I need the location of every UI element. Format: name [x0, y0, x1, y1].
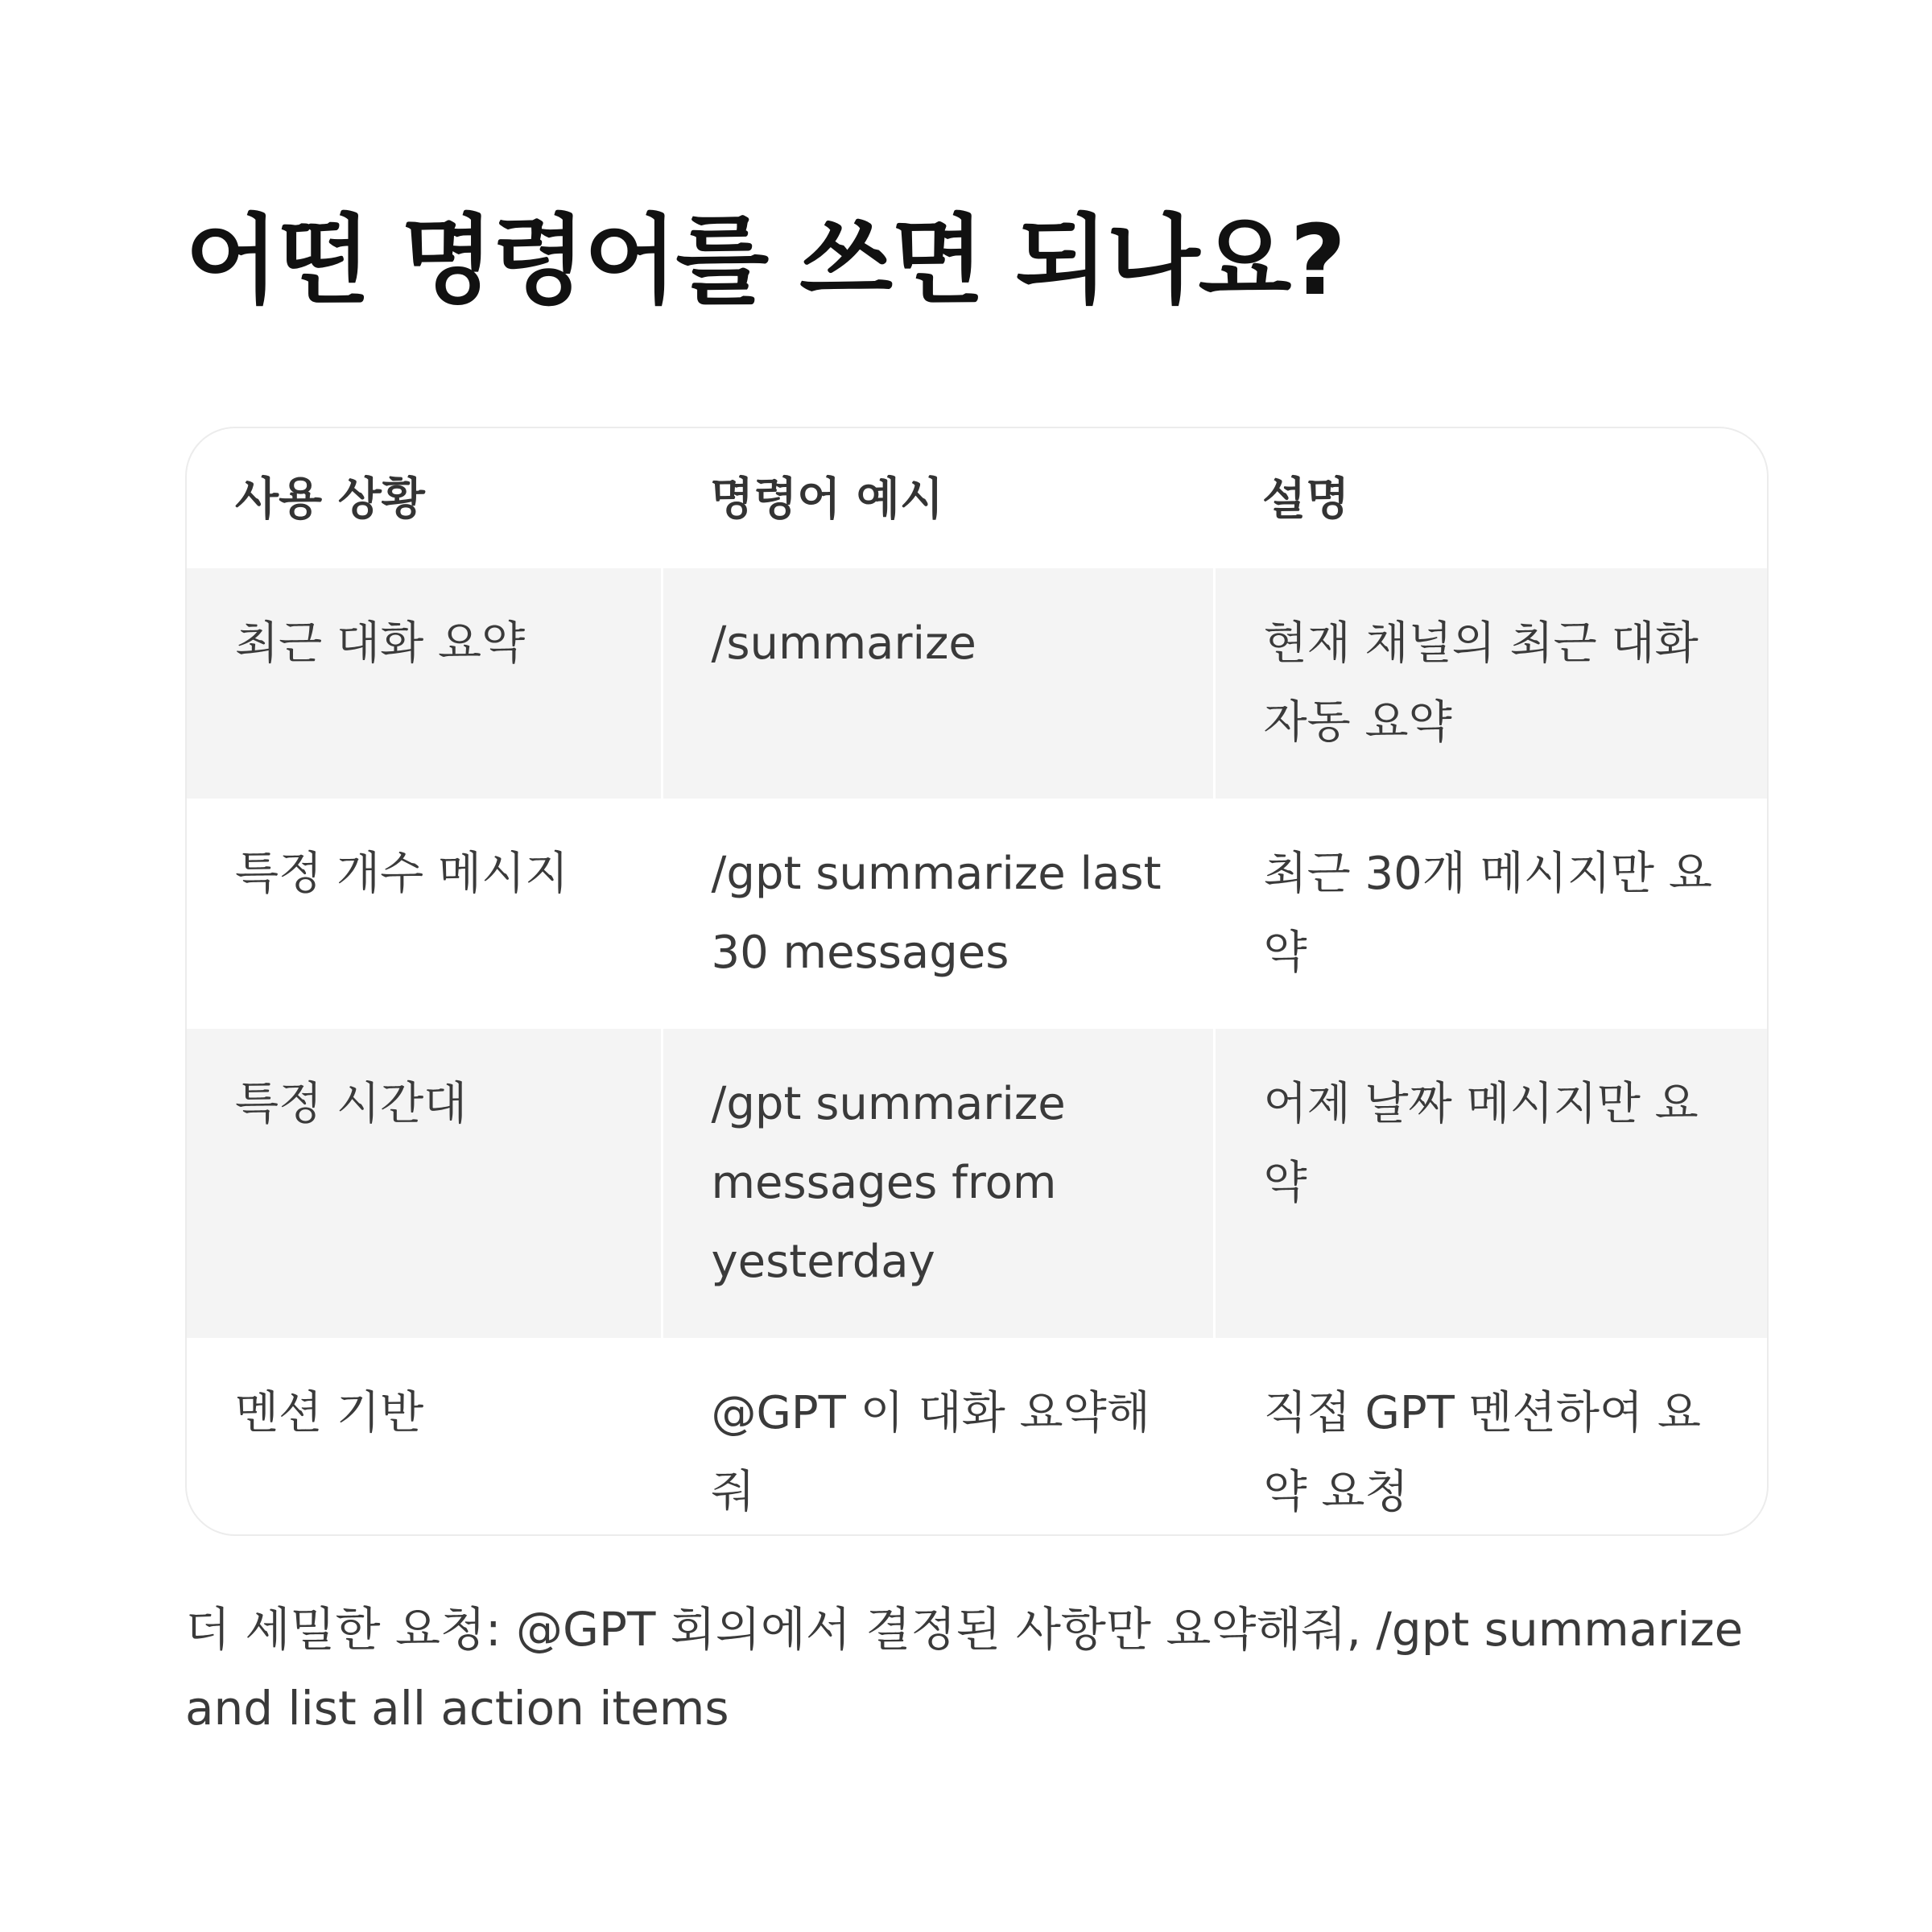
- tip-note: 더 세밀한 요청: @GPT 회의에서 결정된 사항만 요약해줘, /gpt summarize and list all action items: [185, 1602, 1744, 1736]
- cell-description: 최근 30개 메시지만 요약: [1214, 799, 1767, 1029]
- command-table: [187, 428, 1767, 1536]
- cell-situation: 멘션 기반: [235, 1387, 424, 1439]
- command-table-card: [185, 427, 1769, 1536]
- cell-situation: 최근 대화 요약: [187, 568, 662, 799]
- table-row: [187, 1338, 1767, 1536]
- cell-command: /gpt summarize last 30 messages: [662, 799, 1214, 1029]
- page: [185, 0, 1767, 1932]
- table-row: [187, 799, 1767, 1029]
- cell-description: 현재 채널의 최근 대화 자동 요약: [1214, 568, 1767, 799]
- cell-situation: 특정 개수 메시지: [235, 848, 569, 900]
- header-description: 설명: [1262, 473, 1350, 526]
- cell-situation: 특정 시간대: [187, 1029, 662, 1338]
- cell-description: 어제 날짜 메시지만 요약: [1214, 1029, 1767, 1338]
- cell-command: /summarize: [662, 568, 1214, 799]
- cell-command: /gpt summarize messages from yesterday: [662, 1029, 1214, 1338]
- table-header-row: [187, 428, 1767, 568]
- cell-command: @GPT 이 대화 요약해줘: [662, 1338, 1214, 1536]
- table-row: [187, 568, 1767, 799]
- cell-description: 직접 GPT 멘션하여 요약 요청: [1214, 1338, 1767, 1536]
- table-row: [187, 1029, 1767, 1338]
- header-command: 명령어 예시: [710, 473, 943, 526]
- header-situation: 사용 상황: [235, 473, 425, 526]
- page-title: 어떤 명령어를 쓰면 되나요?: [185, 205, 1345, 317]
